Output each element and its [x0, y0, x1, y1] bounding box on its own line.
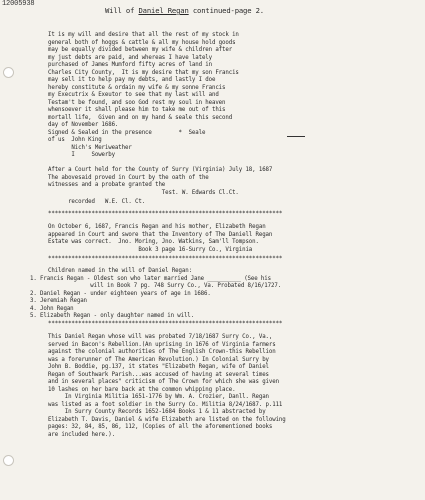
- notes-line: This Daniel Regan whose will was probated 7/18/1687 Surry Co., Va.,: [48, 334, 273, 340]
- will-line: It is my will and desire that all the rest of my stock in: [48, 32, 239, 38]
- will-line: may be equally divided between my wife & children after: [48, 47, 233, 53]
- notes-line: Regan of Southwark Parish...was accused of having at several times: [48, 371, 269, 378]
- separator-line: **********************************************************************: [48, 256, 283, 262]
- witness-line: I Sowerby: [48, 152, 115, 158]
- inventory-line: appeared in Court and swore that the Inventory of The Daniell Regan: [48, 231, 273, 238]
- notes-line: and in several places" criticism of The Crown for which she was given: [48, 379, 279, 385]
- list-item: 2. Daniel Regan - under eighteen years of age in 1686.: [30, 290, 211, 297]
- binder-hole-bottom: [3, 455, 14, 466]
- will-line: my just debts are paid, and whereas I have lately: [48, 54, 212, 61]
- court-line: After a Court held for the County of Surry (Virginia) July 18, 1687: [48, 167, 273, 173]
- court-clerk-line: Test. W. Edwards Cl.Ct.: [48, 189, 239, 196]
- inventory-source-line: Book 3 page 16-Surry Co., Virginia: [48, 246, 253, 253]
- will-line: general both of hoggs & cattle & all my house hold goods: [48, 39, 236, 46]
- seale-underline: [287, 136, 305, 137]
- binder-hole-top: [3, 67, 14, 78]
- page-title: Will of Daniel Regan continued-page 2.: [105, 6, 264, 15]
- list-item: 5. Elizabeth Regan - only daughter named in will.: [30, 313, 194, 319]
- will-line: hereby constitute & ordain my wife & my sonne Francis: [48, 84, 226, 91]
- inventory-line: Estate was correct. Jno. Moring, Jno. Watkins, Sam'll Tompson.: [48, 239, 259, 245]
- witness-line: of us John King: [48, 137, 102, 143]
- will-line: purchased of James Mumford fifty acres of land in: [48, 62, 212, 68]
- will-line: my Executrix & Exeutor to see that my last will and: [48, 92, 219, 98]
- notes-line: pages: 32, 84, 85, 86, 112, (Copies of all the aforementioned books: [48, 424, 273, 430]
- list-item: 3. Jeremiah Regan: [30, 298, 87, 304]
- list-item: 4. John Regan: [30, 305, 74, 312]
- will-line: may sell it to help pay my debts, and lastly I doe: [48, 77, 216, 83]
- list-item: 1. Francis Regan - Oldest son who later married Jane __________ (See his: [30, 275, 271, 282]
- separator-line: **********************************************************************: [48, 211, 283, 217]
- witness-line: Nich's Meriweather: [48, 144, 132, 151]
- court-line: The abovesaid proved in Court by the oath of the: [48, 174, 209, 181]
- document-id: 12005938: [2, 0, 35, 8]
- notes-line: served in Bacon's Rebellion.(An uprising in 1676 of Virginia farmers: [48, 341, 276, 348]
- notes-line: 10 lashes on her bare back at the common whipping place.: [48, 386, 236, 393]
- notes-line: are included here.).: [48, 431, 115, 438]
- inventory-line: On October 6, 1687, Francis Regan and his mother, Elizabeth Regan: [48, 224, 266, 230]
- will-line: Testam't be found, and soo God rest my soul in heaven: [48, 99, 226, 106]
- notes-line: was listed as a foot soldier in the Surry Co. Militia 8/24/1687. p.111: [48, 401, 283, 408]
- notes-line: In Virginia Militia 1651-1776 by Wm. A. Crozier, Danll. Regan: [48, 394, 269, 400]
- notes-line: Elizabeth T. Davis, Daniel & wife Elizabeth are listed on the following: [48, 416, 286, 423]
- separator-line: **********************************************************************: [48, 321, 283, 327]
- notes-line: was a forerunner of The American Revolution.) In Colonial Surry by: [48, 356, 269, 363]
- will-line: mortall life, Given and on my hand & seale this second: [48, 114, 233, 121]
- will-line: whensoever it shall please him to take me out of this: [48, 107, 226, 113]
- notes-line: against the colonial authorities of The English Crown-this Rebellion: [48, 349, 276, 355]
- court-recorded-line: recorded W.E. Cl. Ct.: [48, 199, 146, 205]
- court-line: witnesses and a probate granted the: [48, 182, 166, 188]
- children-heading: Children named in the will of Daniel Regan:: [48, 268, 192, 274]
- notes-line: In Surry County Records 1652-1684 Books 1 & 11 abstracted by: [48, 409, 266, 415]
- will-line: day of November 1686.: [48, 122, 119, 128]
- will-line: Charles City County, It is my desire that my son Francis: [48, 69, 239, 76]
- notes-line: John B. Boddie, pg.137, it states "Elizabeth Regan, wife of Daniel: [48, 364, 269, 370]
- list-item-continuation: will in Book 7 pg. 748 Surry Co., Va. Probated 8/16/1727.: [30, 283, 282, 289]
- will-signing-line: Signed & Sealed in the presence * Seale: [48, 129, 206, 136]
